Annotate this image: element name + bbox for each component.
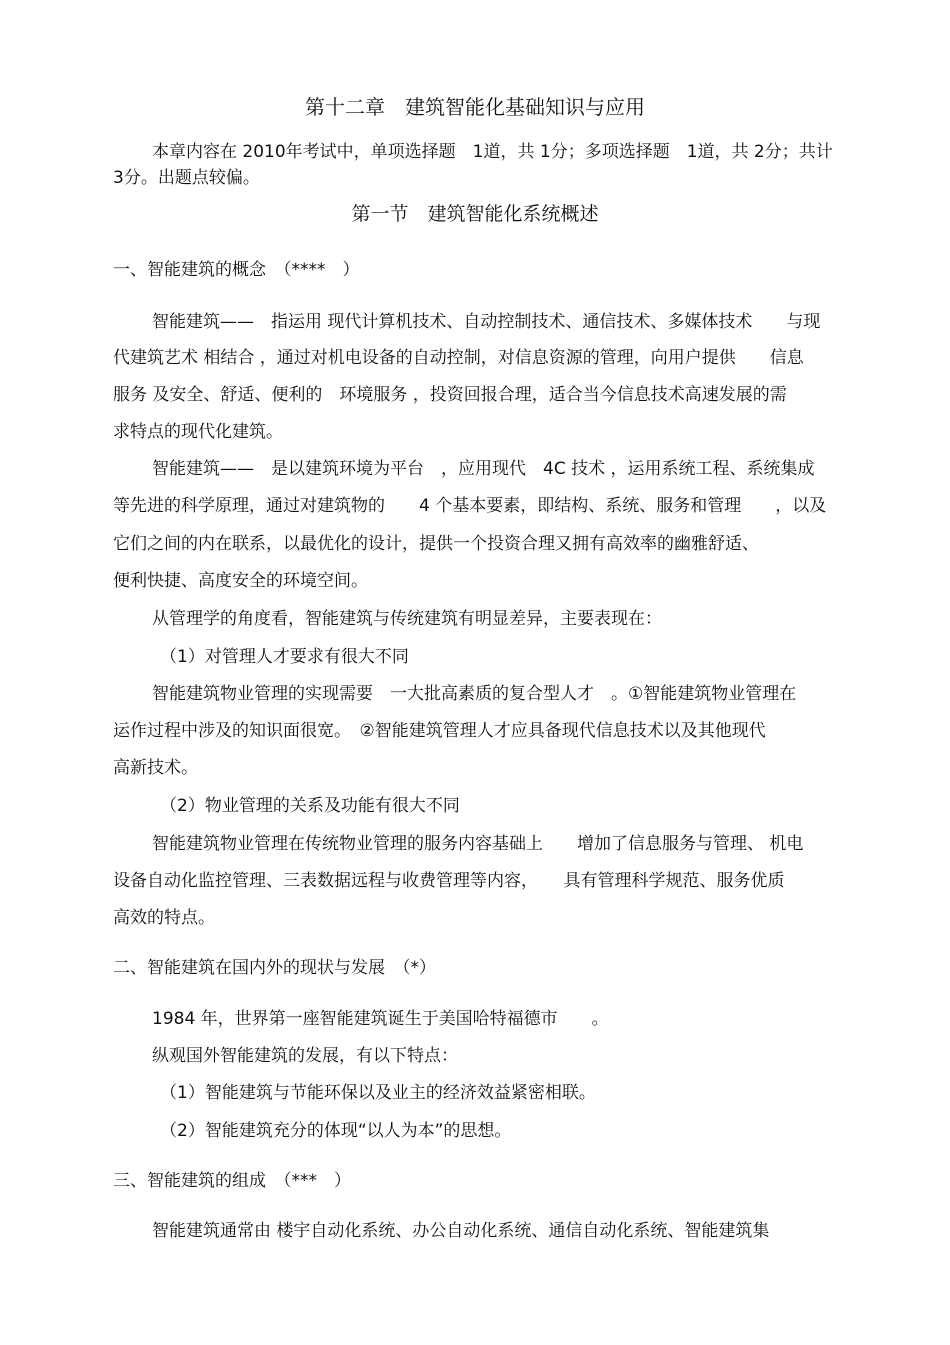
section-title: 第一节 建筑智能化系统概述 bbox=[351, 203, 599, 225]
para3: 从管理学的角度看，智能建筑与传统建筑有明显差异，主要表现在： bbox=[152, 609, 662, 629]
para4-line-1: 智能建筑物业管理的实现需要 一大批高素质的复合型人才 。①智能建筑物业管理在 bbox=[152, 684, 797, 704]
para4-line-2: 运作过程中涉及的知识面很宽。 ②智能建筑管理人才应具备现代信息技术以及其他现代 bbox=[113, 721, 766, 741]
para8: 智能建筑通常由 楼宇自动化系统、办公自动化系统、通信自动化系统、智能建筑集 bbox=[152, 1221, 770, 1241]
intro-line-1: 本章内容在 2010年考试中，单项选择题 1道，共 1分；多项选择题 1道，共 2分；共计 bbox=[152, 142, 833, 162]
para5-line-3: 高效的特点。 bbox=[113, 908, 215, 928]
intro-line-2: 3分。出题点较偏。 bbox=[113, 168, 260, 188]
feature-1: （1）智能建筑与节能环保以及业主的经济效益紧密相联。 bbox=[160, 1083, 596, 1103]
para5-line-2: 设备自动化监控管理、三表数据远程与收费管理等内容， 具有管理科学规范、服务优质 bbox=[113, 871, 785, 891]
item1-title: （1）对管理人才要求有很大不同 bbox=[160, 647, 409, 667]
para1-line-1: 智能建筑—— 指运用 现代计算机技术、自动控制技术、通信技术、多媒体技术 与现 bbox=[152, 312, 821, 332]
item2-title: （2）物业管理的关系及功能有很大不同 bbox=[160, 796, 460, 816]
para1-line-2: 代建筑艺术 相结合 ，通过对机电设备的自动控制，对信息资源的管理，向用户提供 信息 bbox=[113, 348, 804, 368]
para2-line-1: 智能建筑—— 是以建筑环境为平台 ，应用现代 4C 技术 ，运用系统工程、系统集成 bbox=[152, 459, 815, 479]
para2-line-2: 等先进的科学原理，通过对建筑物的 4 个基本要素，即结构、系统、服务和管理 ，以及 bbox=[113, 496, 827, 516]
para1-line-3: 服务 及安全、舒适、便利的 环境服务 ，投资回报合理，适合当今信息技术高速发展的需 bbox=[113, 385, 787, 405]
para1-line-4: 求特点的现代化建筑。 bbox=[113, 422, 283, 442]
heading-status: 二、智能建筑在国内外的现状与发展 （*） bbox=[113, 958, 436, 978]
para6: 1984 年，世界第一座智能建筑诞生于美国哈特福德市 。 bbox=[152, 1009, 609, 1029]
para2-line-3: 它们之间的内在联系，以最优化的设计，提供一个投资合理又拥有高效率的幽雅舒适、 bbox=[113, 534, 759, 554]
para7: 纵观国外智能建筑的发展，有以下特点： bbox=[152, 1046, 458, 1066]
para2-line-4: 便利快捷、高度安全的环境空间。 bbox=[113, 571, 368, 591]
feature-2: （2）智能建筑充分的体现“以人为本”的思想。 bbox=[160, 1121, 512, 1141]
chapter-title: 第十二章 建筑智能化基础知识与应用 bbox=[305, 95, 645, 119]
para5-line-1: 智能建筑物业管理在传统物业管理的服务内容基础上 增加了信息服务与管理、 机电 bbox=[152, 834, 804, 854]
heading-composition: 三、智能建筑的组成 （*** ） bbox=[113, 1171, 351, 1191]
para4-line-3: 高新技术。 bbox=[113, 758, 198, 778]
heading-concept: 一、智能建筑的概念 （**** ） bbox=[113, 260, 360, 280]
